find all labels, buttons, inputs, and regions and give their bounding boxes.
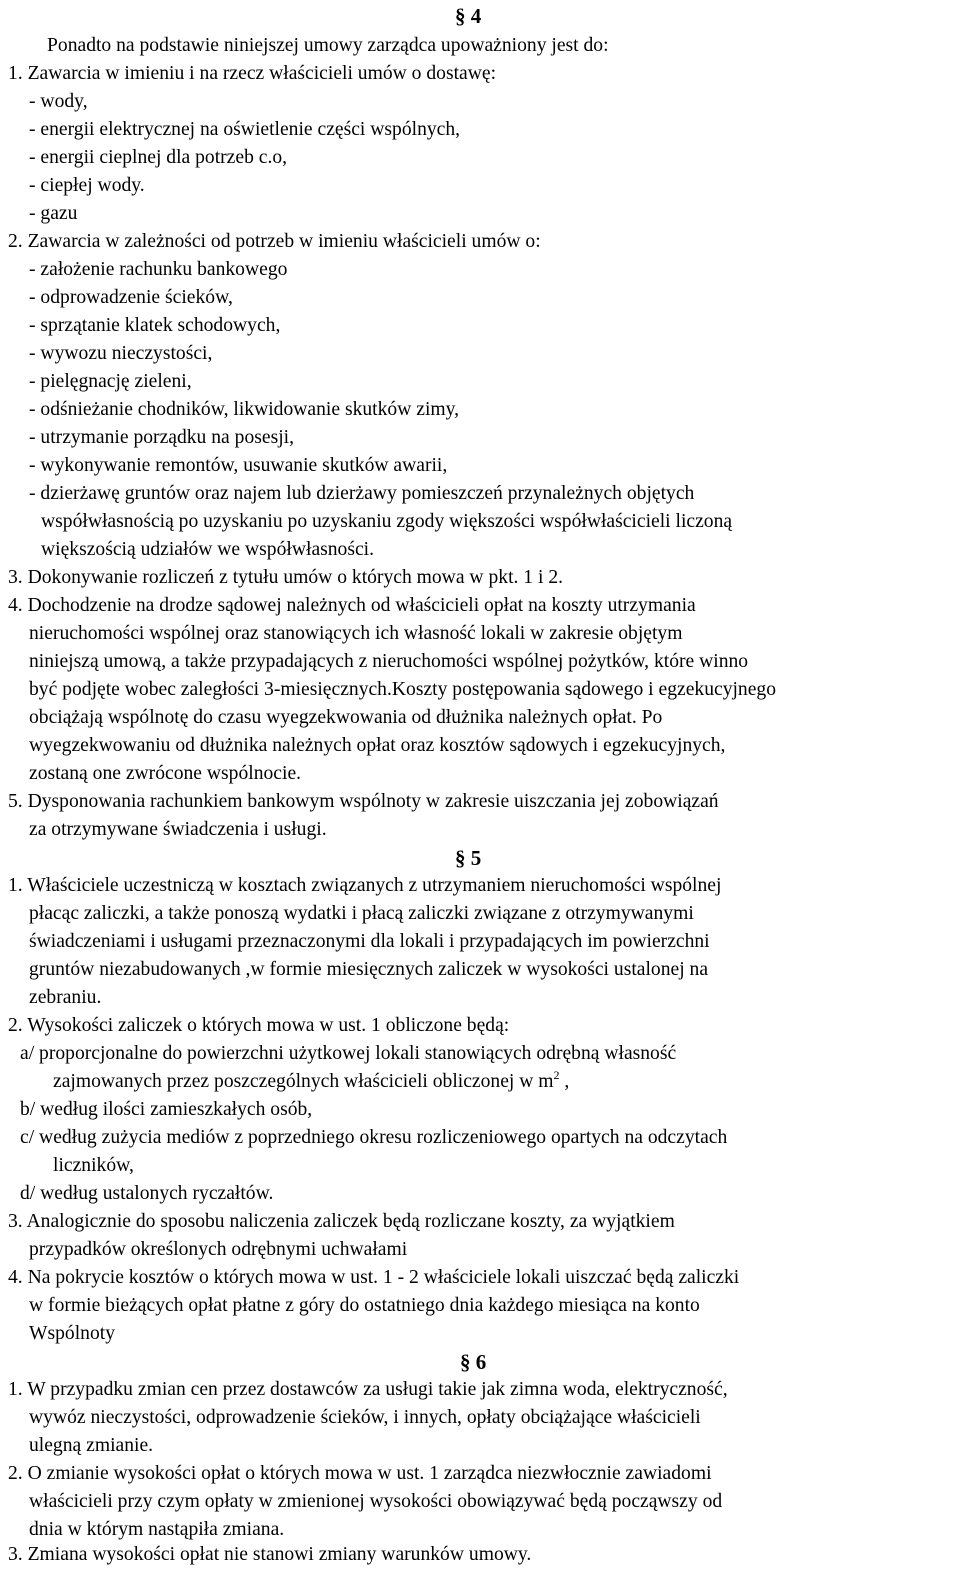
option-a-end: , [559,1071,570,1092]
s4-point-1-item: - ciepłej wody. [29,175,145,196]
s5-point-3-line: przypadków określonych odrębnymi uchwałami [29,1239,408,1260]
s4-point-2-item-continued: współwłasnością po uzyskaniu po uzyskaniu zgody większości współwłaścicieli liczoną [41,511,733,532]
s4-point-2-item: - odśnieżanie chodników, likwidowanie skutków zimy, [29,399,460,420]
s4-point-4-line: być podjęte wobec zaległości 3-miesięcznych.Koszty postępowania sądowego i egzekucyjnego [29,679,777,700]
s4-point-2-item: - dzierżawę gruntów oraz najem lub dzierżawy pomieszczeń przynależnych objętych [29,483,695,504]
s5-point-4-line: w formie bieżących opłat płatne z góry do ostatniego dnia każdego miesiąca na konto [29,1295,700,1316]
s5-point-1-line: gruntów niezabudowanych ,w formie miesięcznych zaliczek w wysokości ustalonej na [29,959,709,980]
s5-point-2-option-a: a/ proporcjonalne do powierzchni użytkowej lokali stanowiących odrębną własność [20,1043,677,1064]
s5-point-2-option-c-continued: liczników, [53,1155,134,1176]
s4-point-2-item: - pielęgnację zieleni, [29,371,192,392]
s4-point-4-line: wyegzekwowaniu od dłużnika należnych opłat oraz kosztów sądowych i egzekucyjnych, [29,735,726,756]
s5-point-4-line: 4. Na pokrycie kosztów o których mowa w ust. 1 - 2 właściciele lokali uiszczać będą zaliczki [8,1267,740,1288]
s6-point-2-line: dnia w którym nastąpiła zmiana. [29,1519,285,1540]
s4-point-4-line: nieruchomości wspólnej oraz stanowiących ich własność lokali w zakresie objętym [29,623,683,644]
s5-point-1-line: świadczeniami i usługami przeznaczonymi dla lokali i przypadających im powierzchni [29,931,710,952]
s5-point-2-option-d: d/ według ustalonych ryczałtów. [20,1183,274,1204]
s4-point-2-item: - sprzątanie klatek schodowych, [29,315,281,336]
s4-point-3: 3. Dokonywanie rozliczeń z tytułu umów o których mowa w pkt. 1 i 2. [8,567,564,588]
s4-point-5-line: 5. Dysponowania rachunkiem bankowym wspólnoty w zakresie uiszczania jej zobowiązań [8,791,719,812]
s6-point-2-line: właścicieli przy czym opłaty w zmienionej wysokości obowiązywać będą począwszy od [29,1491,723,1512]
section-6-heading: § 6 [460,1350,487,1374]
s4-point-1-item: - energii elektrycznej na oświetlenie części wspólnych, [29,119,461,140]
option-a-text: zajmowanych przez poszczególnych właścicieli obliczonej w m [53,1071,554,1092]
s4-point-2-item-continued: większością udziałów we współwłasności. [41,539,375,560]
s4-point-4-line: zostaną one zwrócone wspólnocie. [29,763,302,784]
s4-point-2-item: - wywozu nieczystości, [29,343,213,364]
s5-point-1-line: płacąc zaliczki, a także ponoszą wydatki i płacą zaliczki związane z otrzymywanymi [29,903,694,924]
s6-point-1-line: ulegną zmianie. [29,1435,154,1456]
s5-point-2-title: 2. Wysokości zaliczek o których mowa w ust. 1 obliczone będą: [8,1015,510,1036]
s4-point-2-item: - odprowadzenie ścieków, [29,287,233,308]
s4-point-1-title: 1. Zawarcia w imieniu i na rzecz właścicieli umów o dostawę: [8,63,497,84]
s4-point-5-line: za otrzymywane świadczenia i usługi. [29,819,327,840]
s6-point-2-line: 2. O zmianie wysokości opłat o których mowa w ust. 1 zarządca niezwłocznie zawiadomi [8,1463,712,1484]
s6-point-1-line: 1. W przypadku zmian cen przez dostawców za usługi takie jak zimna woda, elektryczność, [8,1379,728,1400]
s6-point-3: 3. Zmiana wysokości opłat nie stanowi zmiany warunków umowy. [8,1544,532,1565]
s4-point-2-item: - założenie rachunku bankowego [29,259,288,280]
s4-point-1-item: - gazu [29,203,78,224]
section-5-heading: § 5 [455,846,482,870]
s5-point-2-option-a-continued [53,1068,569,1096]
s5-point-4-line: Wspólnoty [29,1323,115,1344]
s5-point-1-line: zebraniu. [29,987,102,1008]
s5-point-2-option-c: c/ według zużycia mediów z poprzedniego okresu rozliczeniowego opartych na odczytach [20,1127,728,1148]
s4-point-1-item: - energii cieplnej dla potrzeb c.o, [29,147,288,168]
s6-point-1-line: wywóz nieczystości, odprowadzenie ścieków, i innych, opłaty obciążające właścicieli [29,1407,701,1428]
s4-point-2-title: 2. Zawarcia w zależności od potrzeb w imieniu właścicieli umów o: [8,231,541,252]
section-4-intro: Ponadto na podstawie niniejszej umowy zarządca upoważniony jest do: [47,35,609,56]
s5-point-2-option-b: b/ według ilości zamieszkałych osób, [20,1099,313,1120]
superscript-2: 2 [553,1068,560,1082]
s4-point-2-item: - wykonywanie remontów, usuwanie skutków awarii, [29,455,448,476]
section-4-heading: § 4 [455,4,482,28]
s4-point-2-item: - utrzymanie porządku na posesji, [29,427,294,448]
s4-point-4-line: 4. Dochodzenie na drodze sądowej należnych od właścicieli opłat na koszty utrzymania [8,595,696,616]
s5-point-3-line: 3. Analogicznie do sposobu naliczenia zaliczek będą rozliczane koszty, za wyjątkiem [8,1211,675,1232]
s4-point-1-item: - wody, [29,91,88,112]
s4-point-4-line: obciążają wspólnotę do czasu wyegzekwowania od dłużnika należnych opłat. Po [29,707,663,728]
s4-point-4-line: niniejszą umową, a także przypadających z nieruchomości wspólnej pożytków, które winno [29,651,749,672]
s5-point-1-line: 1. Właściciele uczestniczą w kosztach związanych z utrzymaniem nieruchomości wspólnej [8,875,722,896]
